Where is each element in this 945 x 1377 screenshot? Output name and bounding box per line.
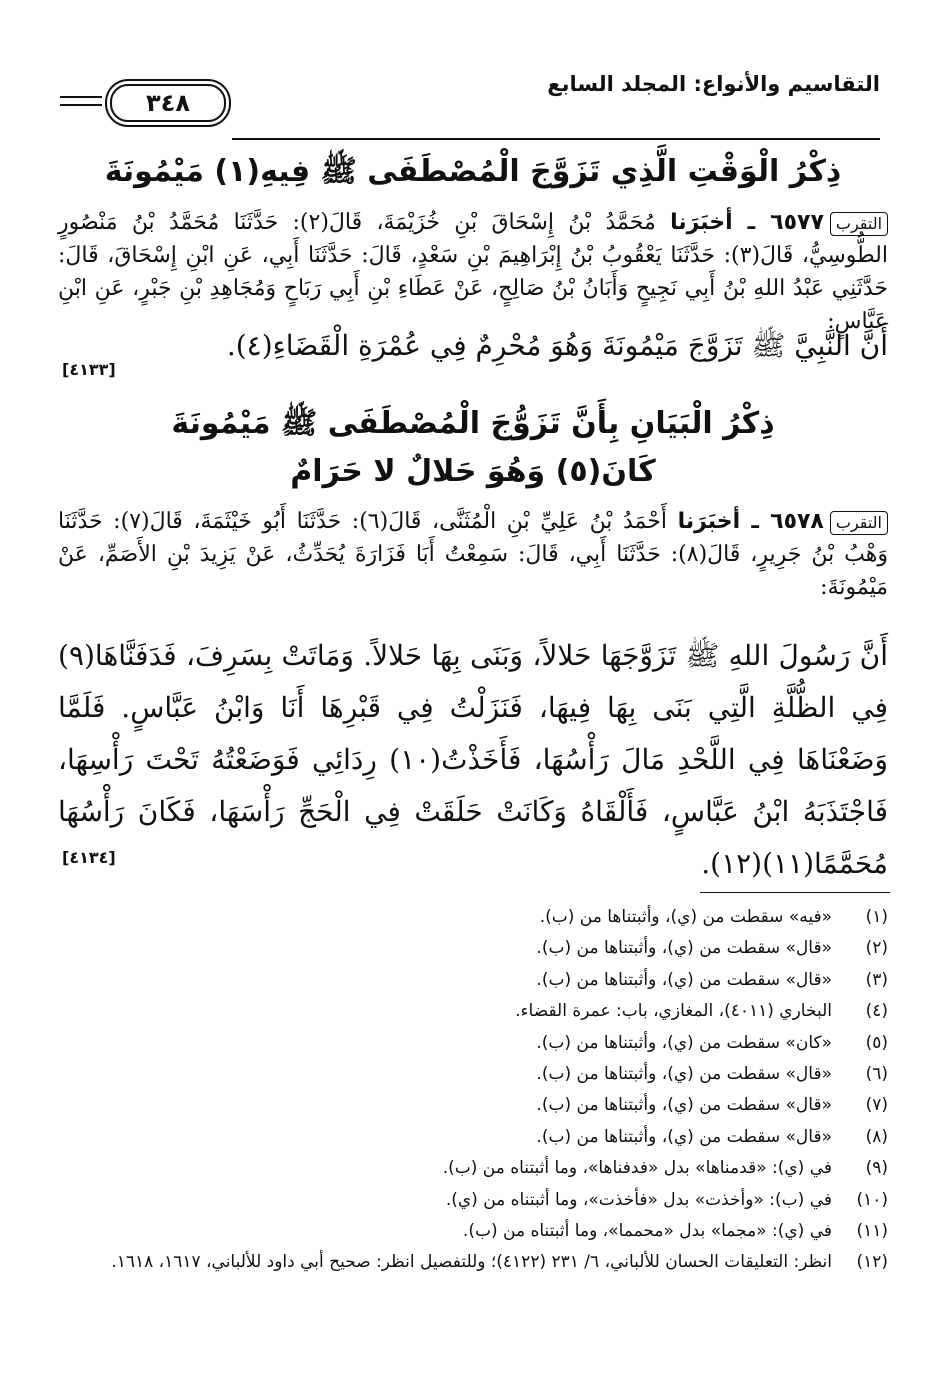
isnad-text: أَحْمَدُ بْنُ عَلِيِّ بْنِ الْمُثَنَّى، قَالَ(٦): حَدَّثَنَا أَبُو خَيْثَمَةَ، قَالَ(٧): حَدَّثَنَا وَهْبُ بْنُ جَرِيرٍ، قَالَ(٨): حَدَّثَنَا أَبِي، قَالَ: سَمِعْتُ أَبَا فَزَارَةَ يُحَدِّثُ، عَنْ يَزِيدَ بْنِ الأَصَمِّ، عَنْ مَيْمُونَةَ: <box>58 509 888 600</box>
header-rule-left <box>60 96 102 106</box>
footnote-text: في (ي): «مجما» بدل «محمما»، وما أثبتناه من (ب). <box>462 1221 832 1242</box>
hadith-reference: [٤١٣٣] <box>62 360 116 379</box>
footnote-item <box>58 1185 888 1216</box>
footnote-number: (٤) <box>865 1001 888 1022</box>
footnote-item <box>58 1216 888 1247</box>
footnote-number: (١٠) <box>856 1189 888 1210</box>
footnote-number: (١) <box>865 907 888 927</box>
section-heading-2: ذِكْرُ الْبَيَانِ بِأَنَّ تَزَوُّجَ الْمُصْطَفَى ﷺ مَيْمُونَةَ <box>171 406 775 441</box>
footnote-number: (٧) <box>865 1095 888 1116</box>
footnote-text: «كان» سقطت من (ي)، وأثبتناها من (ب). <box>536 1032 832 1053</box>
footnotes <box>58 902 888 1279</box>
hadith-reference: [٤١٣٤] <box>62 848 116 867</box>
footnote-number: (٣) <box>865 969 888 990</box>
running-title: التقاسيم والأنواع: المجلد السابع <box>547 72 880 96</box>
section-heading-1: ذِكْرُ الْوَقْتِ الَّذِي تَزَوَّجَ الْمُصْطَفَى ﷺ فِيهِ(١) مَيْمُونَةَ <box>104 154 842 189</box>
footnote-number: (١٢) <box>856 1252 888 1273</box>
footnote-text: «قال» سقطت من (ي)، وأثبتناها من (ب). <box>536 1095 832 1116</box>
footnote-number: (٥) <box>865 1032 888 1053</box>
section-heading-2-line2: كَانَ(٥) وَهُوَ حَلالٌ لا حَرَامٌ <box>290 454 656 489</box>
footnote-text: انظر: التعليقات الحسان للألباني، ٦/ ٢٣١ (٤١٢٢)؛ وللتفصيل انظر: صحيح أبي داود للألباني، ١٦١٧، ١٦١٨. <box>111 1252 832 1273</box>
footnote-item <box>58 1059 888 1090</box>
page-number-frame <box>110 84 226 122</box>
footnote-number: (٩) <box>865 1158 888 1179</box>
footnote-item <box>58 1028 888 1059</box>
footnote-text: «قال» سقطت من (ي)، وأثبتناها من (ب). <box>536 1126 832 1147</box>
footnote-item <box>58 1153 888 1184</box>
hadith-matn-6577: أَنَّ النَّبِيَّ ﷺ تَزَوَّجَ مَيْمُونَةَ وَهُوَ مُحْرِمٌ فِي عُمْرَةِ الْقَضَاءِ(٤). <box>226 329 888 362</box>
hadith-isnad-6577 <box>58 206 888 338</box>
hadith-isnad-6578 <box>58 505 888 604</box>
hadith-matn-6578: أَنَّ رَسُولَ اللهِ ﷺ تَزَوَّجَهَا حَلالاً، وَبَنَى بِهَا حَلالاً. وَمَاتَتْ بِسَرِفَ، فَدَفَنَّاهَا(٩) فِي الظُّلَّةِ الَّتِي بَنَى بِهَا فِيهَا، فَنَزَلْتُ فِي قَبْرِهَا أَنَا وَابْنُ عَبَّاسٍ. فَلَمَّا وَضَعْنَاهَا فِي اللَّحْدِ مَالَ رَأْسُهَا، فَأَخَذْتُ(١٠) رِدَائِي فَوَضَعْتُهُ تَحْتَ رَأْسِهَا، فَاجْتَذَبَهُ ابْنُ عَبَّاسٍ، فَأَلْقَاهُ وَكَانَتْ حَلَقَتْ فِي الْحَجِّ رَأْسَهَا، فَكَانَ رَأْسُهَا مُحَمَّمًا(١١)(١٢). <box>58 639 888 880</box>
header-rule-right <box>232 138 880 140</box>
footnote-number: (٢) <box>865 938 888 959</box>
footnote-text: في (ي): «قدمناها» بدل «فدفناها»، وما أثبتناه من (ب). <box>442 1158 832 1179</box>
footnote-item <box>58 1090 888 1121</box>
footnote-number: (٦) <box>865 1064 888 1085</box>
footnote-text: «قال» سقطت من (ي)، وأثبتناها من (ب). <box>536 969 832 990</box>
footnote-text: البخاري (٤٠١١)، المغازي، باب: عمرة القضاء. <box>515 1001 832 1022</box>
hadith-number: ٦٥٧٧ ـ أخبَرَنا <box>670 210 824 235</box>
footnote-item <box>58 902 888 933</box>
taqrib-tag: التقرب <box>830 212 888 236</box>
footnote-item <box>58 996 888 1027</box>
footnote-number: (٨) <box>865 1126 888 1147</box>
footnote-number: (١١) <box>856 1221 888 1242</box>
footnote-text: في (ب): «وأخذت» بدل «فأخذت»، وما أثبتناه من (ي). <box>445 1189 832 1210</box>
footnote-separator <box>700 892 890 893</box>
footnote-item <box>58 1122 888 1153</box>
footnote-text: «قال» سقطت من (ي)، وأثبتناها من (ب). <box>536 1064 832 1085</box>
taqrib-tag: التقرب <box>830 511 888 535</box>
hadith-number: ٦٥٧٨ ـ أخبَرَنا <box>677 509 824 534</box>
footnote-text: «قال» سقطت من (ي)، وأثبتناها من (ب). <box>536 938 832 959</box>
footnote-item <box>58 1247 888 1278</box>
page-header <box>60 58 880 128</box>
isnad-text: مُحَمَّدُ بْنُ إِسْحَاقَ بْنِ خُزَيْمَةَ، قَالَ(٢): حَدَّثَنَا مُحَمَّدُ بْنُ مَنْصُورٍ الطُّوسِيُّ، قَالَ(٣): حَدَّثَنَا يَعْقُوبُ بْنُ إِبْرَاهِيمَ بْنِ سَعْدٍ، قَالَ: حَدَّثَنَا أَبِي، عَنِ ابْنِ إِسْحَاقَ، قَالَ: حَدَّثَنِي عَبْدُ اللهِ بْنُ أَبِي نَجِيحٍ وَأَبَانُ بْنُ صَالِحٍ، عَنْ عَطَاءِ بْنِ أَبِي رَبَاحٍ وَمُجَاهِدِ بْنِ جَبْرٍ، عَنِ ابْنِ عَبَّاسٍ: <box>58 210 888 334</box>
page-number: ٣٤٨ <box>146 89 190 117</box>
footnote-item <box>58 965 888 996</box>
footnote-text: «فيه» سقطت من (ي)، وأثبتناها من (ب). <box>539 907 832 927</box>
footnote-item <box>58 933 888 964</box>
